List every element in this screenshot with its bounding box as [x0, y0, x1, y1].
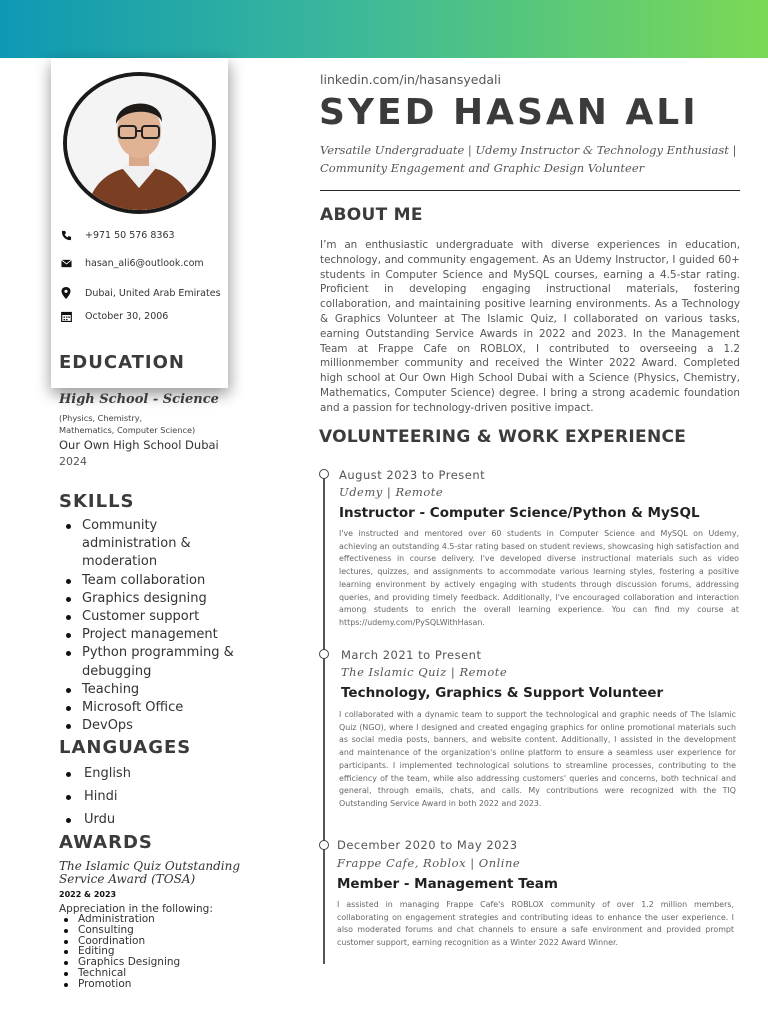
language-item: Hindi [64, 785, 131, 808]
header-gradient-bar [0, 0, 768, 58]
timeline-dot [319, 840, 329, 850]
award-area-item: Coordination [62, 936, 180, 947]
phone-text: +971 50 576 8363 [85, 229, 175, 241]
contact-birthdate [60, 308, 169, 324]
job-title: Technology, Graphics & Support Volunteer [341, 685, 664, 701]
location-text: Dubai, United Arab Emirates [85, 287, 221, 299]
education-school: Our Own High School Dubai [59, 438, 219, 452]
education-year: 2024 [59, 455, 87, 468]
education-degree: High School - Science [59, 392, 219, 407]
award-area-item: Consulting [62, 925, 180, 936]
education-subjects: (Physics, Chemistry, Mathematics, Computer Science) [59, 413, 196, 435]
timeline-line [323, 476, 325, 964]
tagline: Versatile Undergraduate | Udemy Instructor & Technology Enthusiast | Community Engagement and Graphic Design Volunteer [320, 143, 737, 175]
mail-icon [60, 257, 72, 269]
language-item: Urdu [64, 808, 131, 831]
award-area-item: Technical [62, 968, 180, 979]
skill-item: DevOps [64, 717, 239, 735]
skill-item: Community administration & moderation [64, 517, 239, 572]
timeline-dot [319, 469, 329, 479]
education-heading: EDUCATION [59, 352, 185, 373]
award-intro: Appreciation in the following: [59, 903, 213, 915]
email-text[interactable]: hasan_ali6@outlook.com [85, 257, 204, 269]
languages-list [64, 762, 131, 831]
award-area-item: Promotion [62, 979, 180, 990]
linkedin-link[interactable]: linkedin.com/in/hasansyedali [320, 72, 501, 87]
language-item: English [64, 762, 131, 785]
header-divider [320, 190, 740, 191]
skill-item: Project management [64, 626, 239, 644]
profile-photo [63, 72, 216, 214]
award-area-item: Editing [62, 946, 180, 957]
skill-item: Graphics designing [64, 590, 239, 608]
skills-heading: SKILLS [59, 491, 135, 512]
location-pin-icon [60, 287, 72, 299]
skill-item: Microsoft Office [64, 699, 239, 717]
skills-list [64, 517, 239, 735]
award-years: 2022 & 2023 [59, 890, 117, 899]
award-title: The Islamic Quiz Outstanding Service Award (TOSA) [59, 859, 241, 886]
about-heading: ABOUT ME [320, 205, 423, 225]
job-title: Instructor - Computer Science/Python & MySQL [339, 505, 700, 521]
job-title: Member - Management Team [337, 876, 558, 892]
job-place: Udemy | Remote [339, 485, 444, 499]
timeline-dot [319, 649, 329, 659]
phone-icon [60, 229, 72, 241]
job-date: December 2020 to May 2023 [337, 838, 518, 852]
job-description: I've instructed and mentored over 60 students in Computer Science and MySQL on Udemy, achieving an outstanding 4.5-star rating based on student reviews, showcasing high satisfaction and effectiveness in course delivery. I've developed diverse instructional materials such as video lectures, quizzes, and assignments to accommodate various learning styles, fostering a positive learning environment by actively engaging with students through discussion forums, addressing queries, and providing timely feedback. Additionally, I've encouraged collaboration and interaction among students to enrich the overall learning experience. You can find my course at https://udemy.com/PySQLWithHasan. [339, 529, 739, 627]
award-area-item: Administration [62, 914, 180, 925]
skill-item: Teaching [64, 681, 239, 699]
contact-location [60, 285, 221, 301]
job-description: I assisted in managing Frappe Cafe's ROBLOX community of over 1.2 million members, collaborating on engagement strategies and contributing ideas to enhance the user experience. I also moderated forums and chat channels to ensure a safe environment and provided prompt customer support, earning recognition as a Winter 2022 Award Winner. [337, 900, 734, 948]
calendar-icon [60, 310, 72, 322]
birthdate-text: October 30, 2006 [85, 310, 169, 322]
job-description: I collaborated with a dynamic team to support the technological and graphic needs of The Islamic Quiz (NGO), where I designed and created engaging graphics for online promotional materials such as social media posts, banners, and website content. Additionally, I assisted in the development and maintenance of the organization's online platform to ensure a seamless user experience for participants. I implemented technological solutions to streamline processes, contributing to the efficiency of the team, while also addressing customers' queries and concerns, both technical and general, through emails, chats, and calls. My contributions were recognized with the TIQ Outstanding Service Award in both 2022 and 2023. [339, 710, 736, 808]
skill-item: Customer support [64, 608, 239, 626]
job-date: March 2021 to Present [341, 648, 482, 662]
contact-email [60, 255, 204, 271]
languages-heading: LANGUAGES [59, 737, 192, 758]
full-name: SYED HASAN ALI [319, 92, 699, 133]
job-date: August 2023 to Present [339, 468, 486, 482]
contact-phone [60, 227, 175, 243]
award-area-item: Graphics Designing [62, 957, 180, 968]
job-place: Frappe Cafe, Roblox | Online [337, 856, 521, 870]
awards-heading: AWARDS [59, 832, 153, 853]
about-text: I’m an enthusiastic undergraduate with diverse experiences in education, technology, and community engagement. As an Udemy Instructor, I guided 60+ students in Computer Science and MySQL courses, earning a 4.5-star rating. Proficient in developing engaging instructional materials, fostering collaboration, and maintaining positive learning environments. As a Technology & Graphics Volunteer at The Islamic Quiz, I collaborated on various tasks, earning Outstanding Service Awards in 2022 and 2023. In the Management Team at Frappe Cafe on ROBLOX, I contributed to overseeing a 1.2 millionmember community and received the Winter 2022 Award. Completed high school at Our Own High School Dubai with a Science (Physics, Chemistry, Mathematics, Computer Science) degree. I bring a strong academic foundation and a passion for technology-driven positive impact. [320, 239, 740, 414]
experience-heading: VOLUNTEERING & WORK EXPERIENCE [319, 427, 687, 447]
skill-item: Team collaboration [64, 572, 239, 590]
award-areas-list [62, 914, 180, 990]
job-place: The Islamic Quiz | Remote [341, 665, 508, 679]
skill-item: Python programming & debugging [64, 644, 239, 680]
